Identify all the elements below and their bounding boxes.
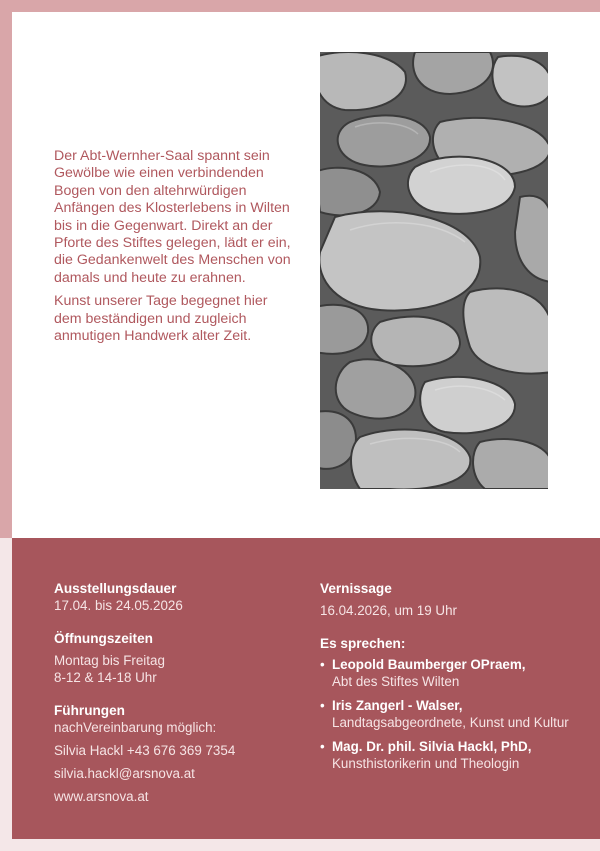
guided-tours xyxy=(54,702,304,805)
speaker-role: Landtagsabgeordnete, Kunst und Kultur xyxy=(332,715,569,730)
speaker-name: • Iris Zangerl - Walser, xyxy=(332,698,463,713)
speaker-name: • Mag. Dr. phil. Silvia Hackl, PhD, xyxy=(332,739,532,754)
speakers xyxy=(320,635,590,772)
exhibition-duration xyxy=(54,580,304,614)
speaker-role: Kunsthistorikerin und Theologin xyxy=(332,756,520,771)
speakers-heading: Es sprechen: xyxy=(320,636,406,651)
opening-hours-heading: Öffnungszeiten xyxy=(54,631,153,646)
top-band xyxy=(0,0,600,12)
stone-wall-illustration xyxy=(320,52,548,489)
duration-value: 17.04. bis 24.05.2026 xyxy=(54,598,183,613)
tours-contact-phone: Silvia Hackl +43 676 369 7354 xyxy=(54,743,236,758)
info-right-column xyxy=(320,580,590,784)
intro-paragraph-1: Der Abt-Wernher-Saal spannt sein Gewölbe wie einen verbindenden Bogen von den altehrwürdigen Anfängen des Klosterlebens in Wilten bis in die Gegenwart. Direkt an der Pforte des Stiftes gelegen, lädt er ein, die Gedankenwelt des Menschen von damals und heute zu erahnen. xyxy=(54,148,291,286)
speaker-name: • Leopold Baumberger OPraem, xyxy=(332,657,526,672)
vernissage xyxy=(320,580,590,619)
bottom-left-strip xyxy=(0,538,12,851)
opening-days: Montag bis Freitag xyxy=(54,653,165,668)
vernissage-value: 16.04.2026, um 19 Uhr xyxy=(320,603,457,618)
opening-hours xyxy=(54,630,304,686)
tours-heading: Führungen xyxy=(54,703,125,718)
tours-note: nachVereinbarung möglich: xyxy=(54,720,217,735)
tours-website-link[interactable]: www.arsnova.at xyxy=(54,789,149,804)
speaker-item xyxy=(320,697,590,731)
tours-email-link[interactable]: silvia.hackl@arsnova.at xyxy=(54,766,195,781)
opening-hours-value: 8-12 & 14-18 Uhr xyxy=(54,670,157,685)
intro-text xyxy=(54,148,294,351)
vernissage-heading: Vernissage xyxy=(320,581,392,596)
info-left-column xyxy=(54,580,304,817)
speaker-role: Abt des Stiftes Wilten xyxy=(332,674,460,689)
duration-heading: Ausstellungsdauer xyxy=(54,581,177,596)
speaker-item xyxy=(320,738,590,772)
speakers-list xyxy=(320,656,590,772)
intro-paragraph-2: Kunst unserer Tage begegnet hier dem beständigen und zugleich anmutigen Handwerk alter Zeit. xyxy=(54,293,268,345)
stone-wall-photo xyxy=(320,52,548,489)
speaker-item xyxy=(320,656,590,690)
bottom-foot-band xyxy=(0,839,600,851)
